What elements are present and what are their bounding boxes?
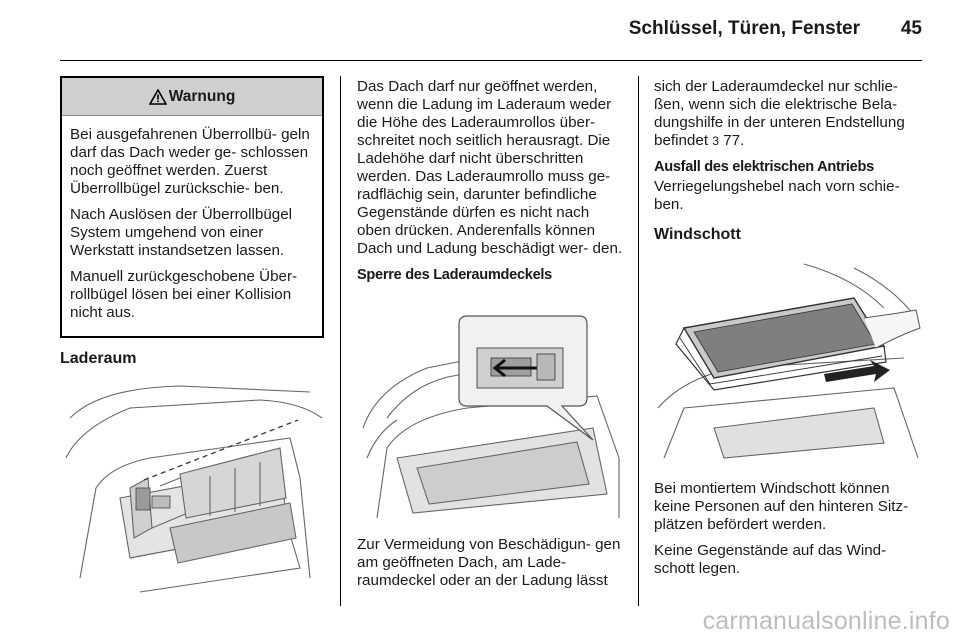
column-divider-2	[638, 76, 639, 606]
column-2	[357, 78, 625, 292]
warning-paragraph-2: Nach Auslösen der Überrollbügel System umgehend von einer Werkstatt instandsetzen lassen.	[70, 206, 293, 259]
header-rule	[60, 60, 922, 61]
cargo-paragraph: Das Dach darf nur geöffnet werden, wenn die Ladung im Laderaum weder die Höhe des Laderaumrollos über- schreitet noch seitlich herausragt. Die Ladehöhe darf nicht überschritten werden. Das Laderaumrollo muss ge- radflächig sein, darunter befindliche Gegenstände dürfen es nicht nach oben drücken. Anderenfalls können Dach und Ladung beschädigt wer- den.	[357, 78, 623, 257]
warning-label: Warnung	[168, 87, 236, 105]
warning-box	[60, 76, 324, 338]
column-3-lower	[654, 480, 922, 586]
column-3	[654, 78, 922, 244]
warning-triangle-icon	[149, 89, 167, 105]
windschott-paragraph-1: Bei montiertem Windschott können keine Personen auf den hinteren Sitz- plätzen befördert werden.	[654, 480, 909, 533]
column-divider-1	[340, 76, 341, 606]
wind-deflector-illustration	[654, 258, 922, 466]
column-1	[60, 76, 324, 368]
lid-damage-paragraph: Zur Vermeidung von Beschädigun- gen am geöffneten Dach, am Lade- raumdeckel oder an der Ladung lässt	[357, 536, 621, 589]
windschott-paragraph-2: Keine Gegenstände auf das Wind- schott legen.	[654, 542, 887, 577]
section-title: Schlüssel, Türen, Fenster	[628, 18, 860, 39]
cargo-lock-heading: Sperre des Laderaumdeckels	[357, 267, 552, 283]
warning-body	[62, 116, 322, 336]
page-reference[interactable]: 77.	[723, 132, 745, 149]
trunk-illustration	[60, 378, 326, 594]
warning-header	[62, 78, 322, 116]
lid-close-paragraph	[654, 78, 922, 150]
warning-paragraph-3: Manuell zurückgeschobene Über- rollbügel lösen bei einer Kollision nicht aus.	[70, 268, 298, 321]
cargo-lock-illustration	[357, 308, 625, 520]
windschott-heading: Windschott	[654, 226, 741, 243]
column-2-lower	[357, 536, 625, 590]
warning-paragraph-1: Bei ausgefahrenen Überrollbü- geln darf das Dach weder ge- schlossen noch geöffnet werden. Zuerst Überrollbügel zurückschie- ben.	[70, 126, 310, 197]
watermark: carmanualsonline.info	[702, 607, 950, 635]
page-number: 45	[900, 18, 922, 39]
lid-close-text: sich der Laderaumdeckel nur schlie- ßen, wenn sich die elektrische Bela- dungshilfe in der unteren Endstellung befindet	[654, 78, 905, 149]
drive-failure-paragraph: Verriegelungshebel nach vorn schie- ben.	[654, 178, 900, 213]
page-reference-icon: 3	[712, 134, 719, 148]
page-header	[60, 18, 922, 50]
laderaum-heading: Laderaum	[60, 350, 137, 367]
drive-failure-heading: Ausfall des elektrischen Antriebs	[654, 159, 874, 175]
